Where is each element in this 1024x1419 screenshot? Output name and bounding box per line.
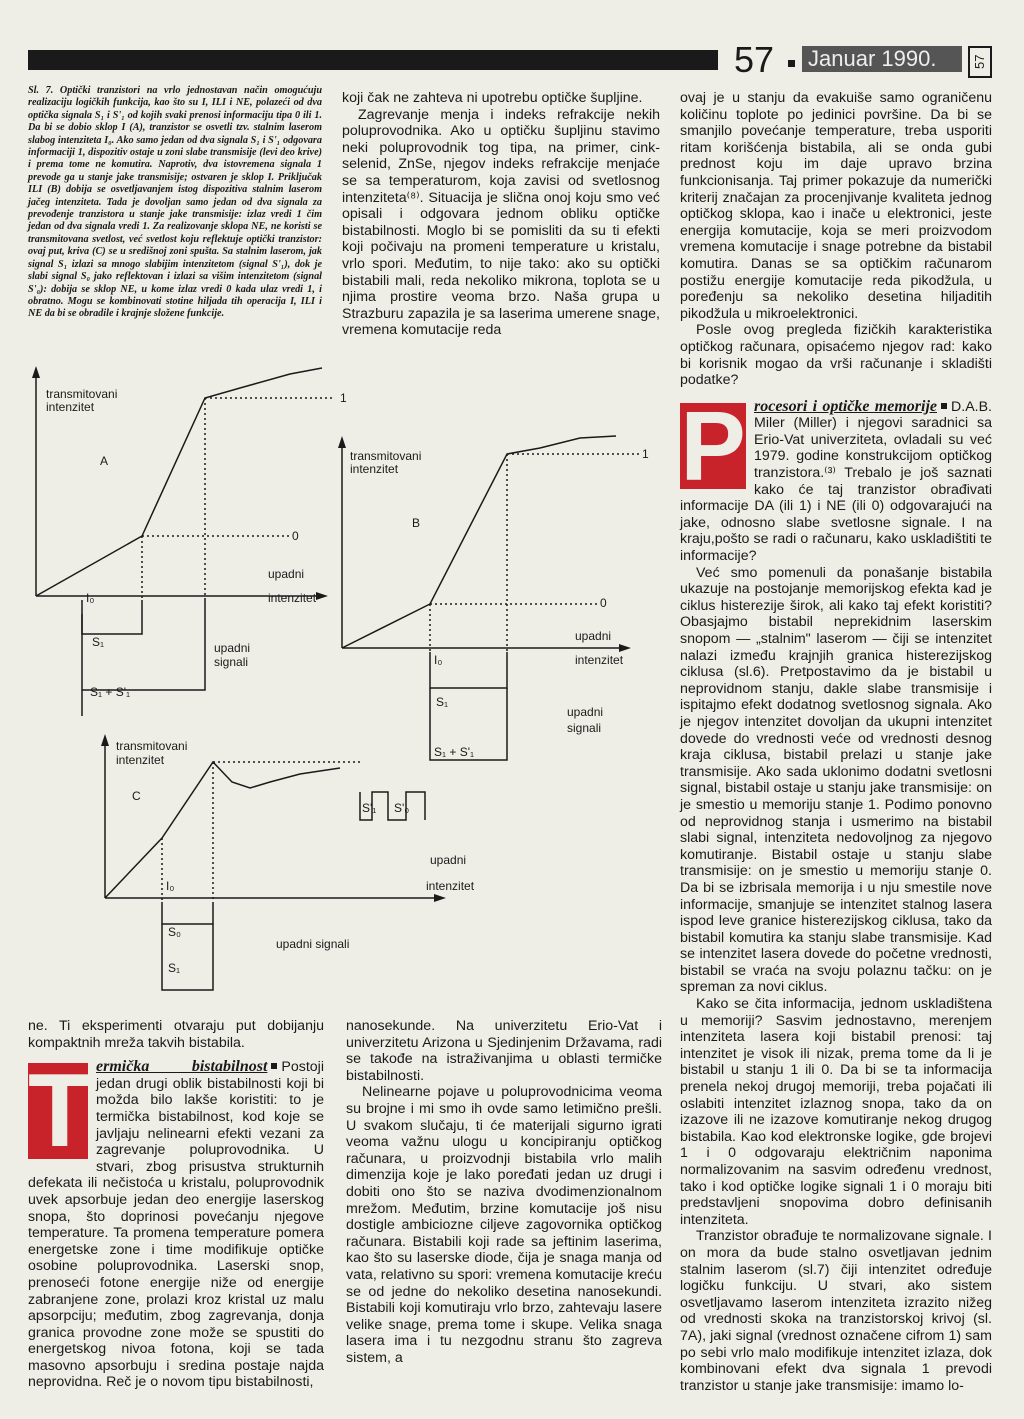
level-0-B: 0	[600, 596, 607, 610]
section-lead: D.A.B. Miler (Miller) i njegovi saradnici sa Erio-Vat univerziteta, ovladali su već 1979. godine konstrukcijom optičkog tranzistora.⁽³⁾ Trebalo je još saznati kako će taj tranzistor obrađivati informacije DA (ili 1) i NE (ili 0) odgovarajući na jake, odnosno slabe svetlosne signale. I na kraju,pošto se radi o računaru, kako uskladištiti te informacije?	[680, 398, 992, 565]
signals-label-A: upadni	[214, 641, 251, 655]
signals-label-B: upadni	[567, 705, 604, 719]
level-1-B: 1	[642, 447, 649, 461]
curve-C	[105, 762, 340, 898]
S0-C: S₀	[168, 925, 181, 939]
paragraph: Zagrevanje menja i indeks refrakcije nekih poluprovodnika. Ako u optičku šupljinu stavimo neki poluprovodnik tog tipa, na primer, cink-selenid, ZnSe, njegov indeks refrakcije menjaće se sa temperaturom, koja zavisi od svetlosnog intenziteta⁽⁸⁾. Situacija je slična onoj koju smo već opisali i odgovara jednom obliku optičke bistabilnosti. Moglo bi se pomisliti da su ti efekti koji počivaju na promeni temperature u kristalu, vrlo spori. Međutim, to nije tako: ako su optički bistabili mali, reda nekoliko mikrona, toplota se u njima prostire veoma brzo. Naša grupa u Strazburu zapazila je sa laserima umerene snage, vremena komutacije reda	[342, 106, 660, 339]
x-label-B: upadni	[575, 629, 612, 643]
y-label-C: transmitovani	[116, 739, 188, 753]
S1p-C: S'₁	[362, 801, 377, 815]
level-0-A: 0	[292, 529, 299, 543]
y-label-B: transmitovani	[350, 449, 422, 463]
paragraph: Kako se čita informacija, jednom uskladištena u memoriji? Sasvim jednostavno, merenjem intenziteta lasera koji bistabil prenosi: taj intenzitet je visok ili nizak, prema tome da li je bistabil u stanju 1 ili 0. Da bi se ta informacija prenela nekoj drugoj memoriji, treba pojačati ili oslabiti intenzitet izlaznog snopa, tako da on izazove ili ne izazove komutiranje nekog drugog bistabila. Kao kod elektronske logike, gde brojevi 1 i 0 odgovaraju električnim naponima normalizovanim na sasvim određenu vrednost, tako i kod optičke logike signali 1 i 0 moraju biti predstavljeni snopovima dobro definisanih intenziteta.	[680, 996, 992, 1228]
S1-C: S₁	[168, 961, 181, 975]
panel-label-B: B	[412, 516, 421, 530]
paragraph: ovaj je u stanju da evakuiše samo ograničenu količinu toplote po jedinici površine. Da bi se smanjilo povećanje temperature, treba usporiti ritam korišćenja bistabila, ali se onda gubi prednost koju im daje upravo brzina funkcionisanja. Taj primer pokazuje da numerički kriterij značajan za procenjivanje kvaliteta jednog optičkog sklopa, kao i inače u elektronici, jeste energija komutacije, koja se meri proizvodom vremena komutacije i snage potrebne da bistabil komutira. Danas se sa optičkim računarom postižu energije komutacije reda pikodžula, u poređenju sa nekoliko desetina hiljaditih pikodžula u mikroelektronici.	[680, 90, 992, 322]
I0-B: I₀	[434, 653, 443, 667]
S1-A: S₁	[92, 635, 105, 649]
y-label-A: transmitovani	[46, 387, 118, 401]
y-label-C: intenzitet	[116, 753, 165, 767]
signals-label-A: signali	[214, 655, 249, 669]
page-number: 57	[734, 39, 775, 80]
S1-plus-S1p-A: S₁ + S'₁	[90, 685, 131, 699]
x-label-C: upadni	[430, 853, 467, 867]
level-1-A: 1	[340, 391, 347, 405]
S0p-C: S'₀	[394, 801, 410, 815]
S1-plus-S1p-B: S₁ + S'₁	[434, 745, 475, 759]
S1-B: S₁	[436, 695, 449, 709]
panel-label-A: A	[100, 454, 109, 468]
y-label-A: intenzitet	[46, 400, 95, 414]
x-label-C: intenzitet	[426, 879, 475, 893]
paragraph: Već smo pomenuli da ponašanje bistabila ukazuje na postojanje memorijskog efekta kad je ciklus histerezije širok, ali kako taj efekt koristiti? Obasjajmo bistabil neprekidnim laserskim snopom — „stalnim" laserom — čiji se intenzitet nalazi između krajnjih granica histerezijskog ciklusa (sl.6). Pretpostavimo da je bistabil u neprovidnom stanju, dakle slabe transmisije i ispitajmo efekt dodatnog svetlosnog signala. Ako je njegov intenzitet dovoljan da ukupni intenzitet dovede do vrednosti veće od vrednosti desnog kraja ciklusa, bistabil prelazi u stanje jake transmisije. Ako sada uklonimo dodatni svetlosni signal, bistabil ostaje u stanju jake transmisije: on je smestio u memoriju stanje 1. Podimo ponovno od neprovidnog stanja i usmerimo na bistabil slabi signal, intenziteta nedovoljnog za njegovo komutiranje. Bistabil ostaje u stanju slabe transmisije: on je smestio u memoriju stanje 0. Da bi se izbrisala memorija i u nju smestile nove informacije, smanjuje se intenzitet stalnog lasera ispod leve granice histerezijskog ciklusa, tako da bistabil komutira ka stanju slabe transmisije. Kad se intenzitet lasera dovede do početne vrednosti, bistabil se vraća na svoju polaznu tačku: on je spreman za novi ciklus.	[680, 564, 992, 996]
signals-label-B: signali	[567, 721, 602, 735]
signals-label-C: upadni signali	[276, 937, 350, 951]
panel-label-C: C	[132, 789, 141, 803]
drop-cap: T	[28, 1053, 92, 1170]
I0-A: I₀	[86, 591, 95, 605]
x-label-A: upadni	[268, 567, 305, 581]
paragraph: ne. Ti eksperimenti otvaraju put dobijanju kompaktnih mreža takvih bistabila.	[28, 1018, 324, 1051]
side-tab: 57	[968, 46, 992, 78]
I0-C: I₀	[166, 879, 175, 893]
paragraph: Posle ovog pregleda fizičkih karakteristika optičkog računara, opisaćemo njegov rad: kako bi korisnik mogao da vrši računanje i skladišti podatke?	[680, 322, 992, 389]
paragraph: koji čak ne zahteva ni upotrebu optičke šupljine.	[342, 90, 643, 106]
paragraph: Tranzistor obrađuje te normalizovane signale. I on mora da bude stalno osvetljavan jednim stalnim laserom (sl.7) čiji intenzitet određuje logičku funkciju. U stvari, ako sistem osvetljavamo laserom intenziteta izrazito nižeg od vrednosti skoka na tranzistorskoj krivoj (sl. 7A), jaki signal (vrednost označene cifrom 1) sam po sebi vrlo malo modifikuje intenzitet izlaza, dok kombinovani efekt dva signala 1 prevodi tranzistor u stanje jake transmisije: imamo lo-	[680, 1228, 992, 1394]
drop-cap: P	[680, 390, 746, 501]
paragraph: Nelinearne pojave u poluprovodnicima veoma su brojne i mi smo ih ovde samo letimično prešli. U svakom slučaju, ti će materijali sigurno igrati veoma važnu ulogu u koncipiranju optičkog računara, u proizvodnji bistabila vrlo malih dimenzija koje je lako poređati jedan uz drugi i dobiti ono što se naziva dvodimenzionalnom mrežom. Međutim, brzine komutacije još nisu dostigle ambiciozne ciljeve zagovornika optičkog računara. Bistabili koji rade sa jeftinim laserima, kao što su laserske diode, čija je snaga manja od vata, relativno su spori: vremena komutacije kreću se od jedne do nekoliko desetina nanosekundi. Bistabili koji komutiraju vrlo brzo, zahtevaju lasere velike snage, prema tome i skupe. Velika snaga lasera ima i tu nezgodnu stranu što zagreva sistem, a	[346, 1084, 662, 1366]
y-label-B: intenzitet	[350, 462, 399, 476]
issue-month: Januar 1990.	[802, 46, 962, 72]
section-title: ermička bistabilnost	[96, 1058, 268, 1076]
figure-caption: Sl. 7. Optički tranzistori na vrlo jednostavan način omogućuju realizaciju logičkih funkcija, kao što su I, ILI i NE, polazeći od dva optička signala S₁ i S'₁ od kojih svaki prenosi informaciju tipa 0 ili 1. Da bi se dobio sklop I (A), tranzistor se osvetli tzv. stalnim laserom slabog intenziteta I₀. Ako samo jedan od dva signala S₁ i S'₁ odgovara informaciji 1, dispozitiv ostaje u zoni slabe transmisije (levi deo krive) i prema tome ne komutira. Naprotiv, dva istovremena signala 1 prevode ga u stanje jake transmisije; ostvaren je sklop I. Priključak ILI (B) dobija se osvetljavanjem istog dispozitiva stalnim laserom jačeg intenziteta. Tada je dovoljan samo jedan od dva signala za prevođenje tranzistora u stanje jake transmisije: izlaz vredi 1 čim jedan od dva signala vredi 1. Za realizovanje sklopa NE, ne koristi se transmitovana svetlost, već svetlost koju reflektuje optički tranzistor: ovaj put, kriva (C) se u središnoj zoni spušta. Sa stalnim laserom, jak signal S₁ izlazi sa mnogo slabijim intenzitetom (signal S'₁), dok je slabi signal S₀ jako reflektovan i izlazi sa višim intenzitetom (signal S'₀): dobija se sklop NE, u kome izlaz vredi 0 kada ulaz vredi 1, i obratno. Mogu se kombinovati stotine hiljada tih operacija I, ILI i NE da bi se obradile i krajnje složene funkcije.	[28, 85, 322, 320]
paragraph: nanosekunde. Na univerzitetu Erio-Vat i univerzitetu Arizona u Sjedinjenim Državama, radi se takođe na istraživanjima u oblasti termičke bistabilnosti.	[346, 1018, 662, 1084]
section-text: Postoji jedan drugi oblik bistabilnosti koji bi možda bilo lakše koristiti: to je termička bistabilnost, kod koje se javljaju nelinearni efekti vezani za zagrevanje poluprovodnika. U stvari, zbog prisustva strukturnih defekata ili nečistoća u kristalu, poluprovodnik uvek apsorbuje jedan deo energije laserskog snopa, što doprinosi povećanju njegove temperature. Ta promena temperature pomera energetske zone i time modifikuje optičke osobine poluprovodnika. Laserski snop, prenoseći fotone energije niže od energije zabranjene zone, prolazi kroz kristal uz malu apsorpciju; međutim, zbog zagrevanja, donja granica provodne zone može se spustiti do energetskog nivoa fotona, koji se tada masovno apsorbuju i sredina postaje najda neprovidna. Reč je o novom tipu bistabilnosti,	[28, 1059, 324, 1391]
x-label-B: intenzitet	[575, 653, 624, 667]
x-label-A: intenzitet	[268, 591, 317, 605]
section-title: rocesori i optičke memorije	[754, 397, 937, 415]
